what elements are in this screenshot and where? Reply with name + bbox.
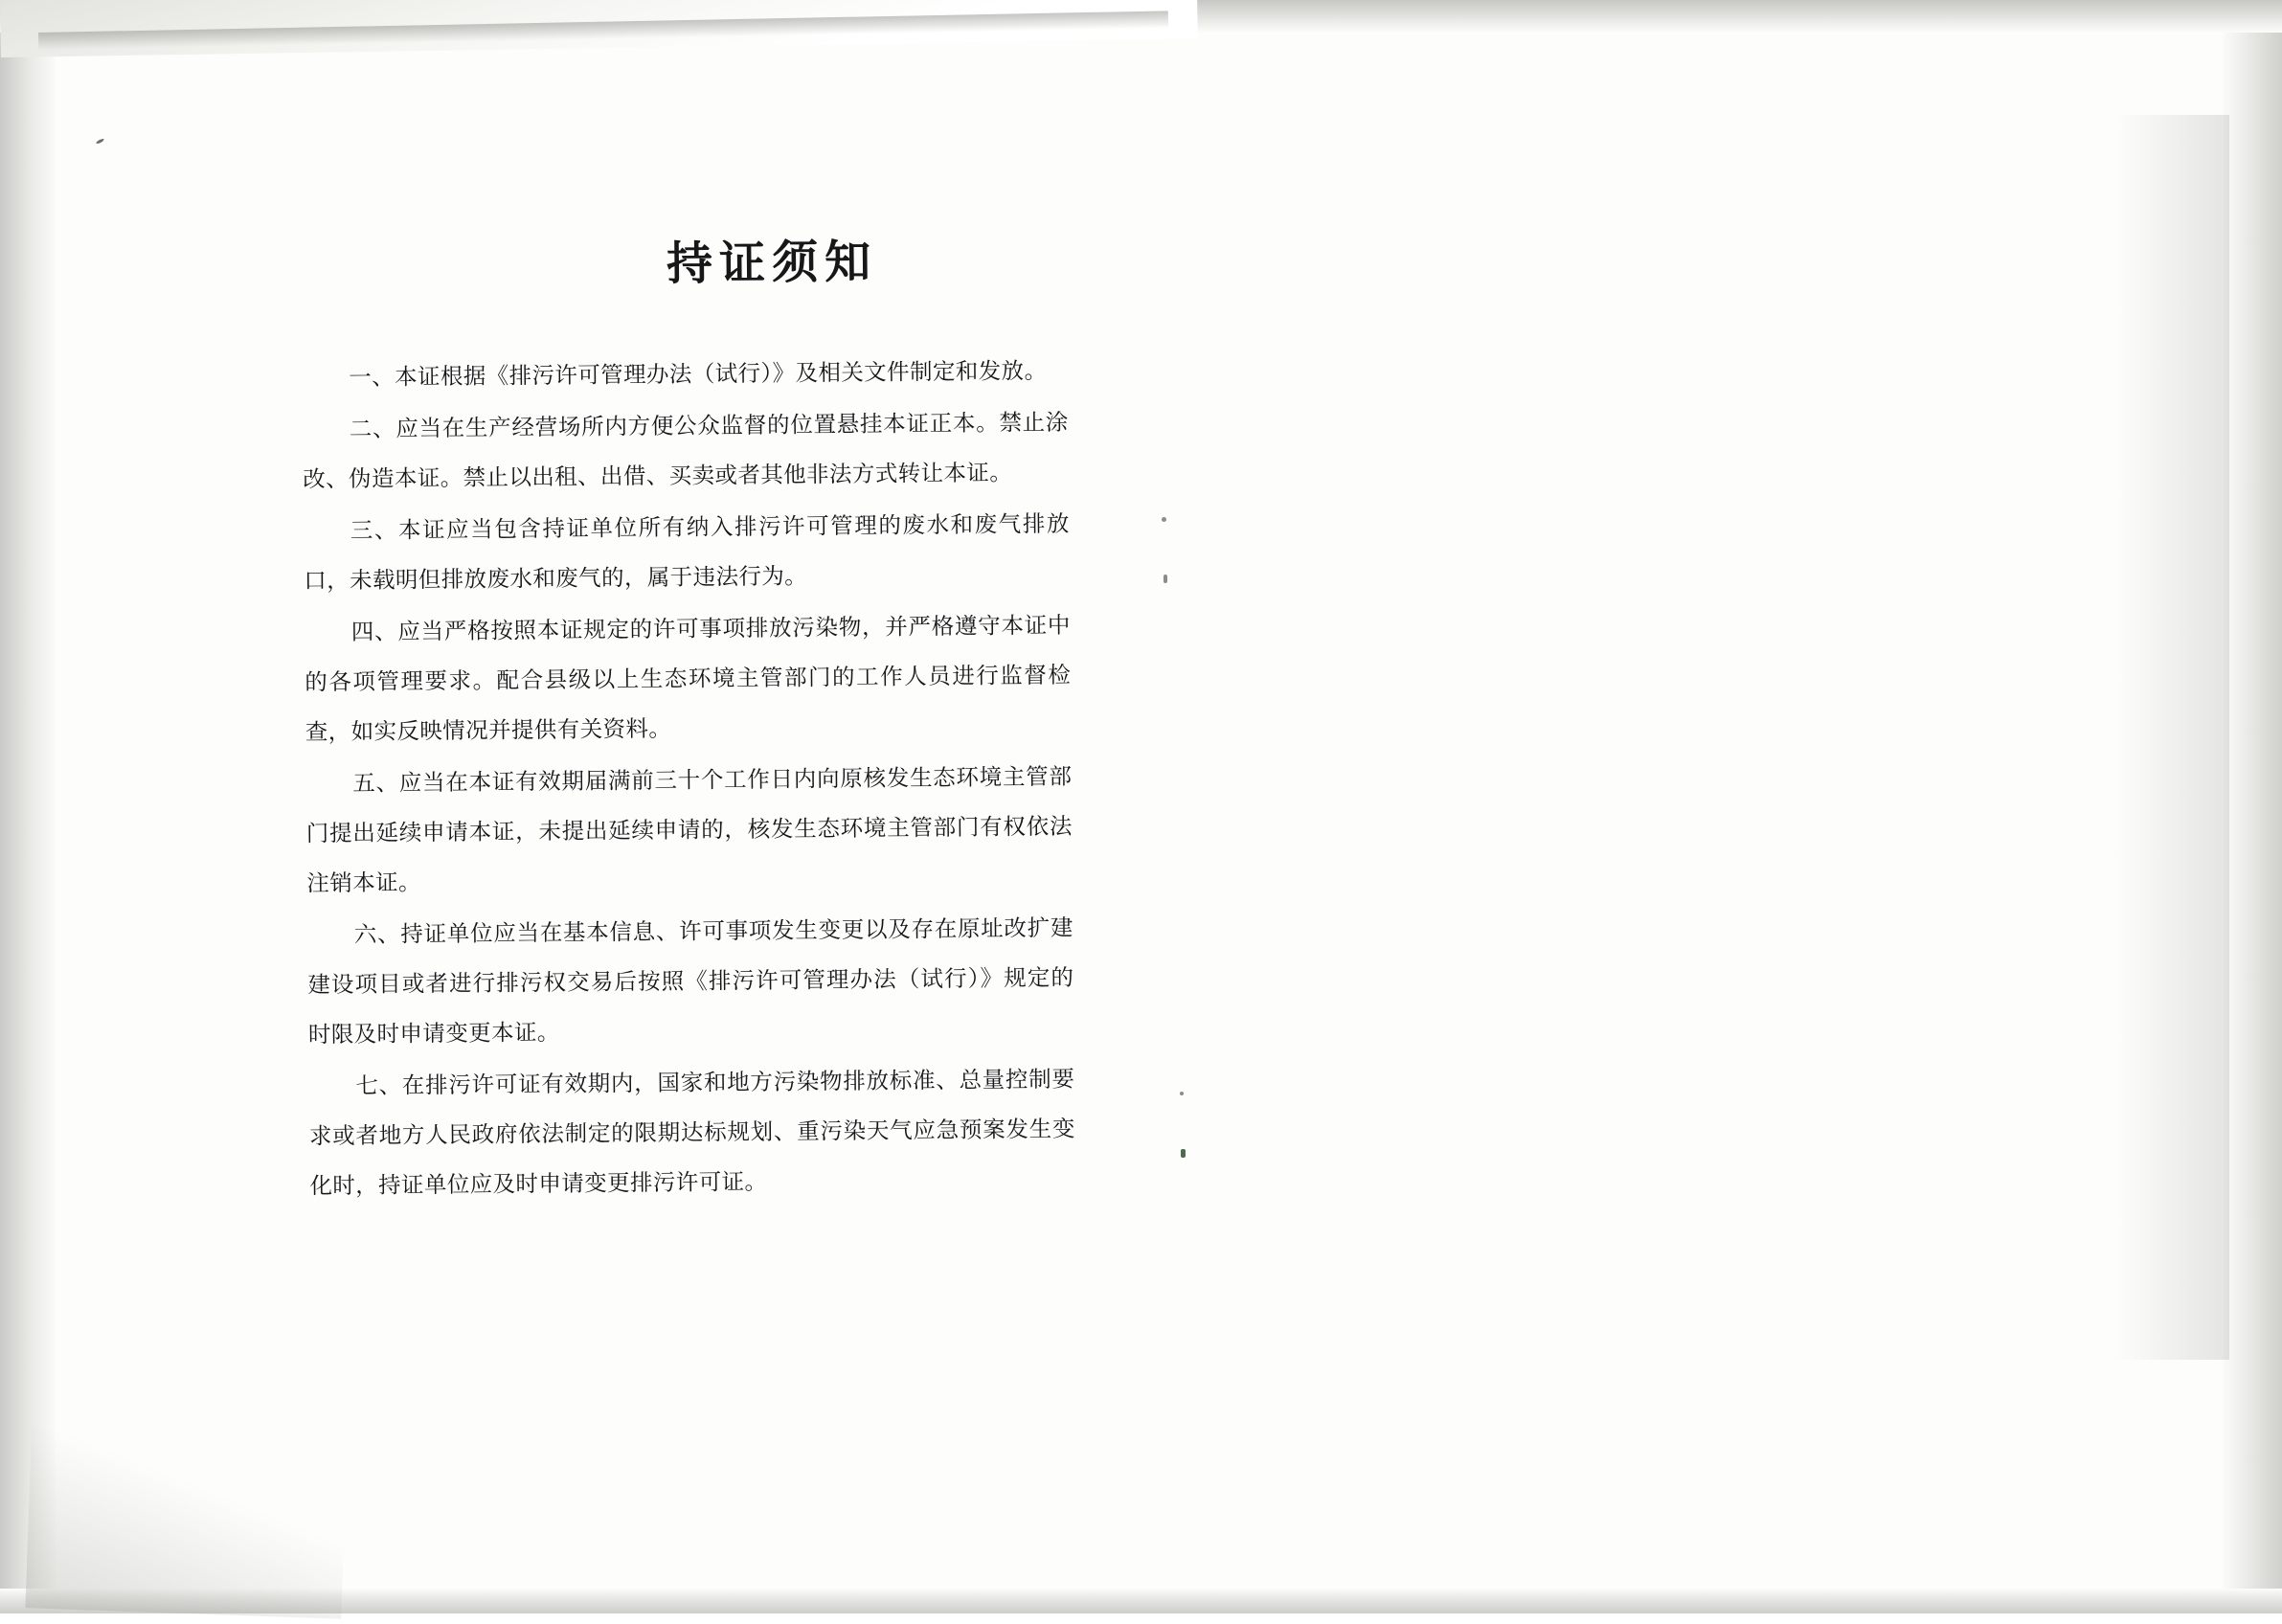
notice-paragraph: 七、在排污许可证有效期内，国家和地方污染物排放标准、总量控制要求或者地方人民政府依法制定的限期达标规划、重污染天气应急预案发生变化时，持证单位应及时申请变更排污许可证。 xyxy=(308,1065,1075,1200)
notice-paragraph: 六、持证单位应当在基本信息、许可事项发生变更以及存在原址改扩建建设项目或者进行排污权交易后按照《排污许可管理办法（试行）》规定的时限及时申请变更本证。 xyxy=(307,914,1074,1049)
notice-paragraph: 二、应当在生产经营场所内方便公众监督的位置悬挂本证正本。禁止涂改、伪造本证。禁止以出租、出借、买卖或者其他非法方式转让本证。 xyxy=(303,408,1069,493)
notice-paragraph: 五、应当在本证有效期届满前三十个工作日内向原核发生态环境主管部门提出延续申请本证，未提出延续申请的，核发生态环境主管部门有权依法注销本证。 xyxy=(305,762,1073,897)
notice-paragraph: 三、本证应当包含持证单位所有纳入排污许可管理的废水和废气排放口，未载明但排放废水和废气的，属于违法行为。 xyxy=(304,509,1070,595)
notice-paragraph: 四、应当严格按照本证规定的许可事项排放污染物，并严格遵守本证中的各项管理要求。配合县级以上生态环境主管部门的工作人员进行监督检查，如实反映情况并提供有关资料。 xyxy=(305,611,1072,746)
notice-paragraph-list xyxy=(302,346,1076,1213)
page-title: 持证须知 xyxy=(666,235,878,291)
notice-paragraph: 一、本证根据《排污许可管理办法（试行）》及相关文件制定和发放。 xyxy=(349,356,1048,391)
